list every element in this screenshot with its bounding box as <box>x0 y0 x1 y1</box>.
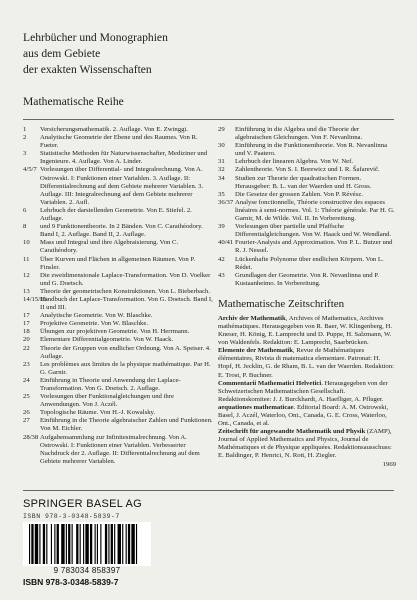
entry-number: 43 <box>218 271 225 279</box>
entry-number: 18 <box>23 328 30 336</box>
entry-text: Die zweidimensionale Laplace-Transformation. Von D. Voelker und G. Doetsch. <box>40 271 211 287</box>
series-entry <box>23 134 213 150</box>
journal-list <box>218 315 396 461</box>
series-entry <box>23 336 213 344</box>
series-entry <box>23 434 213 466</box>
series-entry <box>218 175 396 191</box>
journal-name: Zeitschrift für angewandte Mathematik und Physik <box>218 428 366 436</box>
entry-text: Analyse fonctionnelle, Théorie constructive des espaces linéaires à semi-normes. Vol. 1: Théorie générale. Par H. G. Garnir, M. de Wilde. Vol. II. In Vorbereitung. <box>235 198 395 223</box>
barcode-bar <box>118 524 121 564</box>
entry-text: Statistische Methoden für Naturwissenschafter, Mediziner und Ingenieure. 4. Auflage. Von A. Linder. <box>40 150 208 166</box>
barcode-bar <box>95 524 96 564</box>
entry-number: 12 <box>23 271 30 279</box>
series-header <box>23 30 168 78</box>
series-entry <box>23 126 213 134</box>
entry-text: Theorie der Gruppen von endlicher Ordnung. Von A. Speiser. 4. Auflage. <box>40 344 211 360</box>
series-entry <box>218 223 396 239</box>
entry-text: Einführung in die Algebra und die Theorie der algebraischen Gleichungen. Von F. Nevanlinna. <box>235 126 363 142</box>
entry-text: Aufgabensammlung zur Infinitesimalrechnung. Von A. Ostrowski. I: Funktionen einer Variablen. Verbesserter Nachdruck der 2. Auflage. II: Differentialrechnung auf dem Gebiete mehrerer Variablen. <box>40 433 200 465</box>
series-entry <box>23 150 213 166</box>
publisher-name: SPRINGER BASEL AG <box>23 498 143 510</box>
header-line-2: aus dem Gebiete <box>23 47 101 60</box>
series-entry <box>23 409 213 417</box>
barcode-bar <box>105 524 107 564</box>
entry-number: 17 <box>23 312 30 320</box>
entry-number: 14/15/16 <box>23 295 47 303</box>
entry-text: Grundlagen der Geometrie. Von R. Nevanlinna und P. Kustaanheimo. In Vorbereitung. <box>235 271 379 287</box>
entry-text: Handbuch der Laplace-Transformation. Von G. Doetsch. Band I, II und III. <box>40 295 213 312</box>
entry-number: 35 <box>218 190 225 198</box>
journal-details: , Archives of Mathematics, Archives mathématiques. Herausgegeben von R. Baer, W. Klingenberg, H. Kneser, H. König, E. Lamprecht und D. Puppe, H. Salzmann, W. von Waldenfels. Redaktion: E. Lamprecht, Saarbrücken. <box>218 314 392 347</box>
barcode-bar <box>136 524 137 564</box>
barcode-bar <box>128 524 130 564</box>
entry-number: 24 <box>23 376 30 384</box>
barcode-bar <box>39 524 40 564</box>
journals-title: Mathematische Zeitschriften <box>218 297 345 310</box>
entry-number: 25 <box>23 393 30 401</box>
barcode-bar <box>66 524 67 564</box>
entry-text: Vorlesungen über Funktionalgleichungen und ihre Anwendungen. Von J. Aczél. <box>40 393 174 409</box>
entry-text: Analytische Geometrie. Von W. Blaschke. <box>40 312 153 320</box>
barcode-bar <box>131 524 134 564</box>
entry-text: Versicherungsmathematik. 2. Auflage. Von E. Zwinggi. <box>40 126 188 133</box>
barcode-bar <box>31 524 33 564</box>
series-entry <box>23 223 213 239</box>
series-entry <box>23 256 213 272</box>
series-entry <box>23 393 213 409</box>
barcode-bar <box>80 524 81 564</box>
series-entry <box>23 377 213 393</box>
series-entry <box>23 320 213 328</box>
barcode-bar <box>54 524 55 564</box>
entry-text: Fourier-Analysis and Approximation. Von P. L. Butzer und R. J. Nessel. <box>235 239 393 255</box>
entry-text: Topologische Räume. Von H.-J. Kowalsky. <box>40 409 156 417</box>
entry-text: Vorlesungen über Differential- und Integralrechnung. Von A. Ostrowski. I: Funktionen einer Variablen. 3. Auflage. II: Differentialrechnung auf dem Gebiete mehrerer Variablen. 3. Auflage. III: Integralrechnung auf dem Gebiete mehrerer Variablen. 2. Aufl. <box>40 166 204 206</box>
header-line-1: Lehrbücher und Monographien <box>23 31 168 44</box>
barcode-bar <box>51 524 52 564</box>
barcode-bar <box>97 524 98 564</box>
entry-text: Lehrbuch der linearen Algebra. Von W. Nef. <box>235 158 354 166</box>
barcode-bar <box>122 524 123 564</box>
barcode-bar <box>126 524 127 564</box>
barcode-bar <box>68 524 70 564</box>
series-entry <box>23 361 213 377</box>
barcode-bar <box>114 524 115 564</box>
barcode-bar <box>108 524 109 564</box>
journal-entry <box>218 347 396 379</box>
entry-number: 13 <box>23 287 30 295</box>
entry-text: und 9 Funktionentheorie. In 2 Bänden. Von C. Carathéodory. Band I, 2. Auflage. Band II, 2. Auflage. <box>40 223 203 239</box>
journal-name: Archiv der Mathematik <box>218 314 286 322</box>
right-entry-list <box>218 126 396 288</box>
series-entry <box>218 126 396 142</box>
entry-number: 2 <box>23 134 27 142</box>
entry-text: Einführung in die Funktionentheorie. Von R. Nevanlinna und V. Paatero. <box>235 142 388 158</box>
entry-number: 4/5/7 <box>23 166 37 174</box>
journal-entry <box>218 315 396 347</box>
entry-text: Projektive Geometrie. Von W. Blaschke. <box>40 320 149 328</box>
series-entry <box>23 312 213 320</box>
journal-entry <box>218 428 396 460</box>
entry-number: 23 <box>23 360 30 368</box>
barcode-bar <box>83 524 84 564</box>
series-title: Mathematische Reihe <box>23 95 124 108</box>
entry-number: 6 <box>23 206 27 214</box>
series-entry <box>23 166 213 206</box>
entry-number: 11 <box>23 255 30 263</box>
entry-number: 34 <box>218 174 225 182</box>
series-entry <box>218 256 396 272</box>
entry-number: 40/41 <box>218 239 234 247</box>
entry-text: Lehrbuch der darstellenden Geometrie. Von E. Stiefel. 2. Auflage. <box>40 206 192 223</box>
entry-text: Analytische Geometrie der Ebene und des Raumes. Von R. Fueter. <box>40 134 198 150</box>
bottom-divider <box>23 490 394 491</box>
journal-details: . Herausgegeben von der Schweizerischen Mathematischen Gesellschaft. Redaktionskomitee: J. J. Burckhardt, A. Haefliger, A. Pfluger. <box>218 379 388 403</box>
barcode-number: 9 783034 858397 <box>53 566 121 575</box>
series-entry <box>23 417 213 433</box>
entry-number: 26 <box>23 409 30 417</box>
series-entry <box>23 239 213 255</box>
journal-entry <box>218 404 396 428</box>
barcode-bars <box>23 522 151 566</box>
series-entry <box>23 288 213 296</box>
journal-name: aequationes mathematicae <box>218 403 294 411</box>
barcode-bar <box>72 524 73 564</box>
entry-number: 10 <box>23 239 30 247</box>
series-entry <box>23 296 213 312</box>
entry-number: 39 <box>218 223 225 231</box>
entry-text: Die Gesetze der grossen Zahlen. Von P. Révész. <box>235 190 363 198</box>
right-column <box>218 126 396 469</box>
barcode-bar <box>61 524 64 564</box>
barcode-bar <box>76 524 78 564</box>
header-line-3: der exakten Wissenschaften <box>23 63 152 76</box>
barcode-bar <box>29 524 30 564</box>
entry-text: Mass und Integral und ihre Algebraisierung. Von C. Carathéodory. <box>40 239 179 255</box>
barcode <box>23 522 151 566</box>
entry-number: 29 <box>218 126 225 133</box>
series-entry <box>218 199 396 223</box>
isbn-bold: ISBN 978-3-0348-5839-7 <box>23 577 119 587</box>
entry-number: 22 <box>23 344 30 352</box>
series-entry <box>23 272 213 288</box>
entry-number: 30 <box>218 142 225 150</box>
barcode-bar <box>43 524 45 564</box>
entry-text: Theorie der geometrischen Konstruktionen. Von L. Bieberbach. <box>40 287 211 295</box>
entry-text: Übungen zur projektiven Geometrie. Von H. Herrmann. <box>40 328 190 336</box>
barcode-bar <box>90 524 92 564</box>
entry-text: Vorlesungen über partielle und Pfaffsche Differentialgleichungen. Von W. Haack und W. Wendland. <box>235 223 392 239</box>
barcode-bar <box>85 524 88 564</box>
entry-number: 17 <box>23 320 30 328</box>
top-divider <box>23 119 394 120</box>
barcode-bar <box>100 524 101 564</box>
barcode-bar <box>111 524 113 564</box>
series-entry <box>218 239 396 255</box>
journal-entry <box>218 380 396 404</box>
entry-text: Einführung in die Theorie algebraischer Zahlen und Funktionen. Von M. Eichler. <box>40 417 213 433</box>
entry-number: 1 <box>23 126 27 133</box>
journal-details: , Revue de Mathématiques élémentaires, Rivista di matematica elementare. Patronat: H. Hopf, H. Jecklin, G. de Rham, B. L. van der Waerden. Redaktion: E. Trost, P. Buchner. <box>218 347 394 379</box>
entry-number: 27 <box>23 417 30 425</box>
series-entry <box>218 166 396 174</box>
series-entry <box>23 328 213 336</box>
left-column <box>23 126 213 466</box>
entry-number: 28/38 <box>23 433 39 441</box>
entry-number: 42 <box>218 255 225 263</box>
entry-number: 20 <box>23 336 30 344</box>
entry-text: Über Kurven und Flächen in allgemeinen Räumen. Von P. Finsler. <box>40 255 196 271</box>
isbn-small: ISBN 978-3-0348-5839-7 <box>23 513 120 520</box>
entry-number: 8 <box>23 223 27 231</box>
journal-details: . Editorial Board: A. M. Ostrowski, Basel, J. Aczél, Waterloo, Ont., Canada, G. E. Cross, Waterloo, Ont., Canada, et al. <box>218 403 389 428</box>
entry-text: Zahlentheorie. Von S. I. Borewicz und I. R. Šafarevič. <box>235 166 380 174</box>
entry-number: 3 <box>23 150 27 158</box>
entry-text: Studien zur Theorie der quadratischen Formen. Herausgeber: B. L. van der Waerden und H. Gross. <box>235 174 372 190</box>
entry-number: 31 <box>218 158 225 166</box>
entry-text: Elementare Differentialgeometrie. Von W. Haack. <box>40 336 174 344</box>
barcode-bar <box>35 524 38 564</box>
series-entry <box>218 142 396 158</box>
series-entry <box>23 345 213 361</box>
entry-text: Einführung in Theorie und Anwendung der Laplace-Transformation. Von G. Doetsch. 2. Auflage. <box>40 376 181 392</box>
entry-text: Les problèmes aux limites de la physique mathématique. Par H. G. Garnir. <box>40 360 211 376</box>
series-entry <box>23 207 213 223</box>
entry-number: 32 <box>218 166 225 174</box>
entry-number: 36/37 <box>218 198 234 206</box>
barcode-bar <box>57 524 59 564</box>
series-entry <box>218 191 396 199</box>
journal-details: (ZAMP), Journal of Applied Mathematics and Physics, Journal de Mathématiques et de Physique appliquées. Redaktionsausschuss: E. Baldinger, P. Henrici, N. Rott, H. Ziegler. <box>218 428 392 460</box>
journal-name: Elemente der Mathematik <box>218 347 293 355</box>
year: 1969 <box>382 460 396 468</box>
journal-name: Commentarii Mathematici Helvetici <box>218 379 322 387</box>
entry-text: Lückenhafte Polynome über endlichen Körpern. Von L. Rédei. <box>235 255 384 271</box>
barcode-bar <box>46 524 47 564</box>
series-entry <box>218 272 396 288</box>
